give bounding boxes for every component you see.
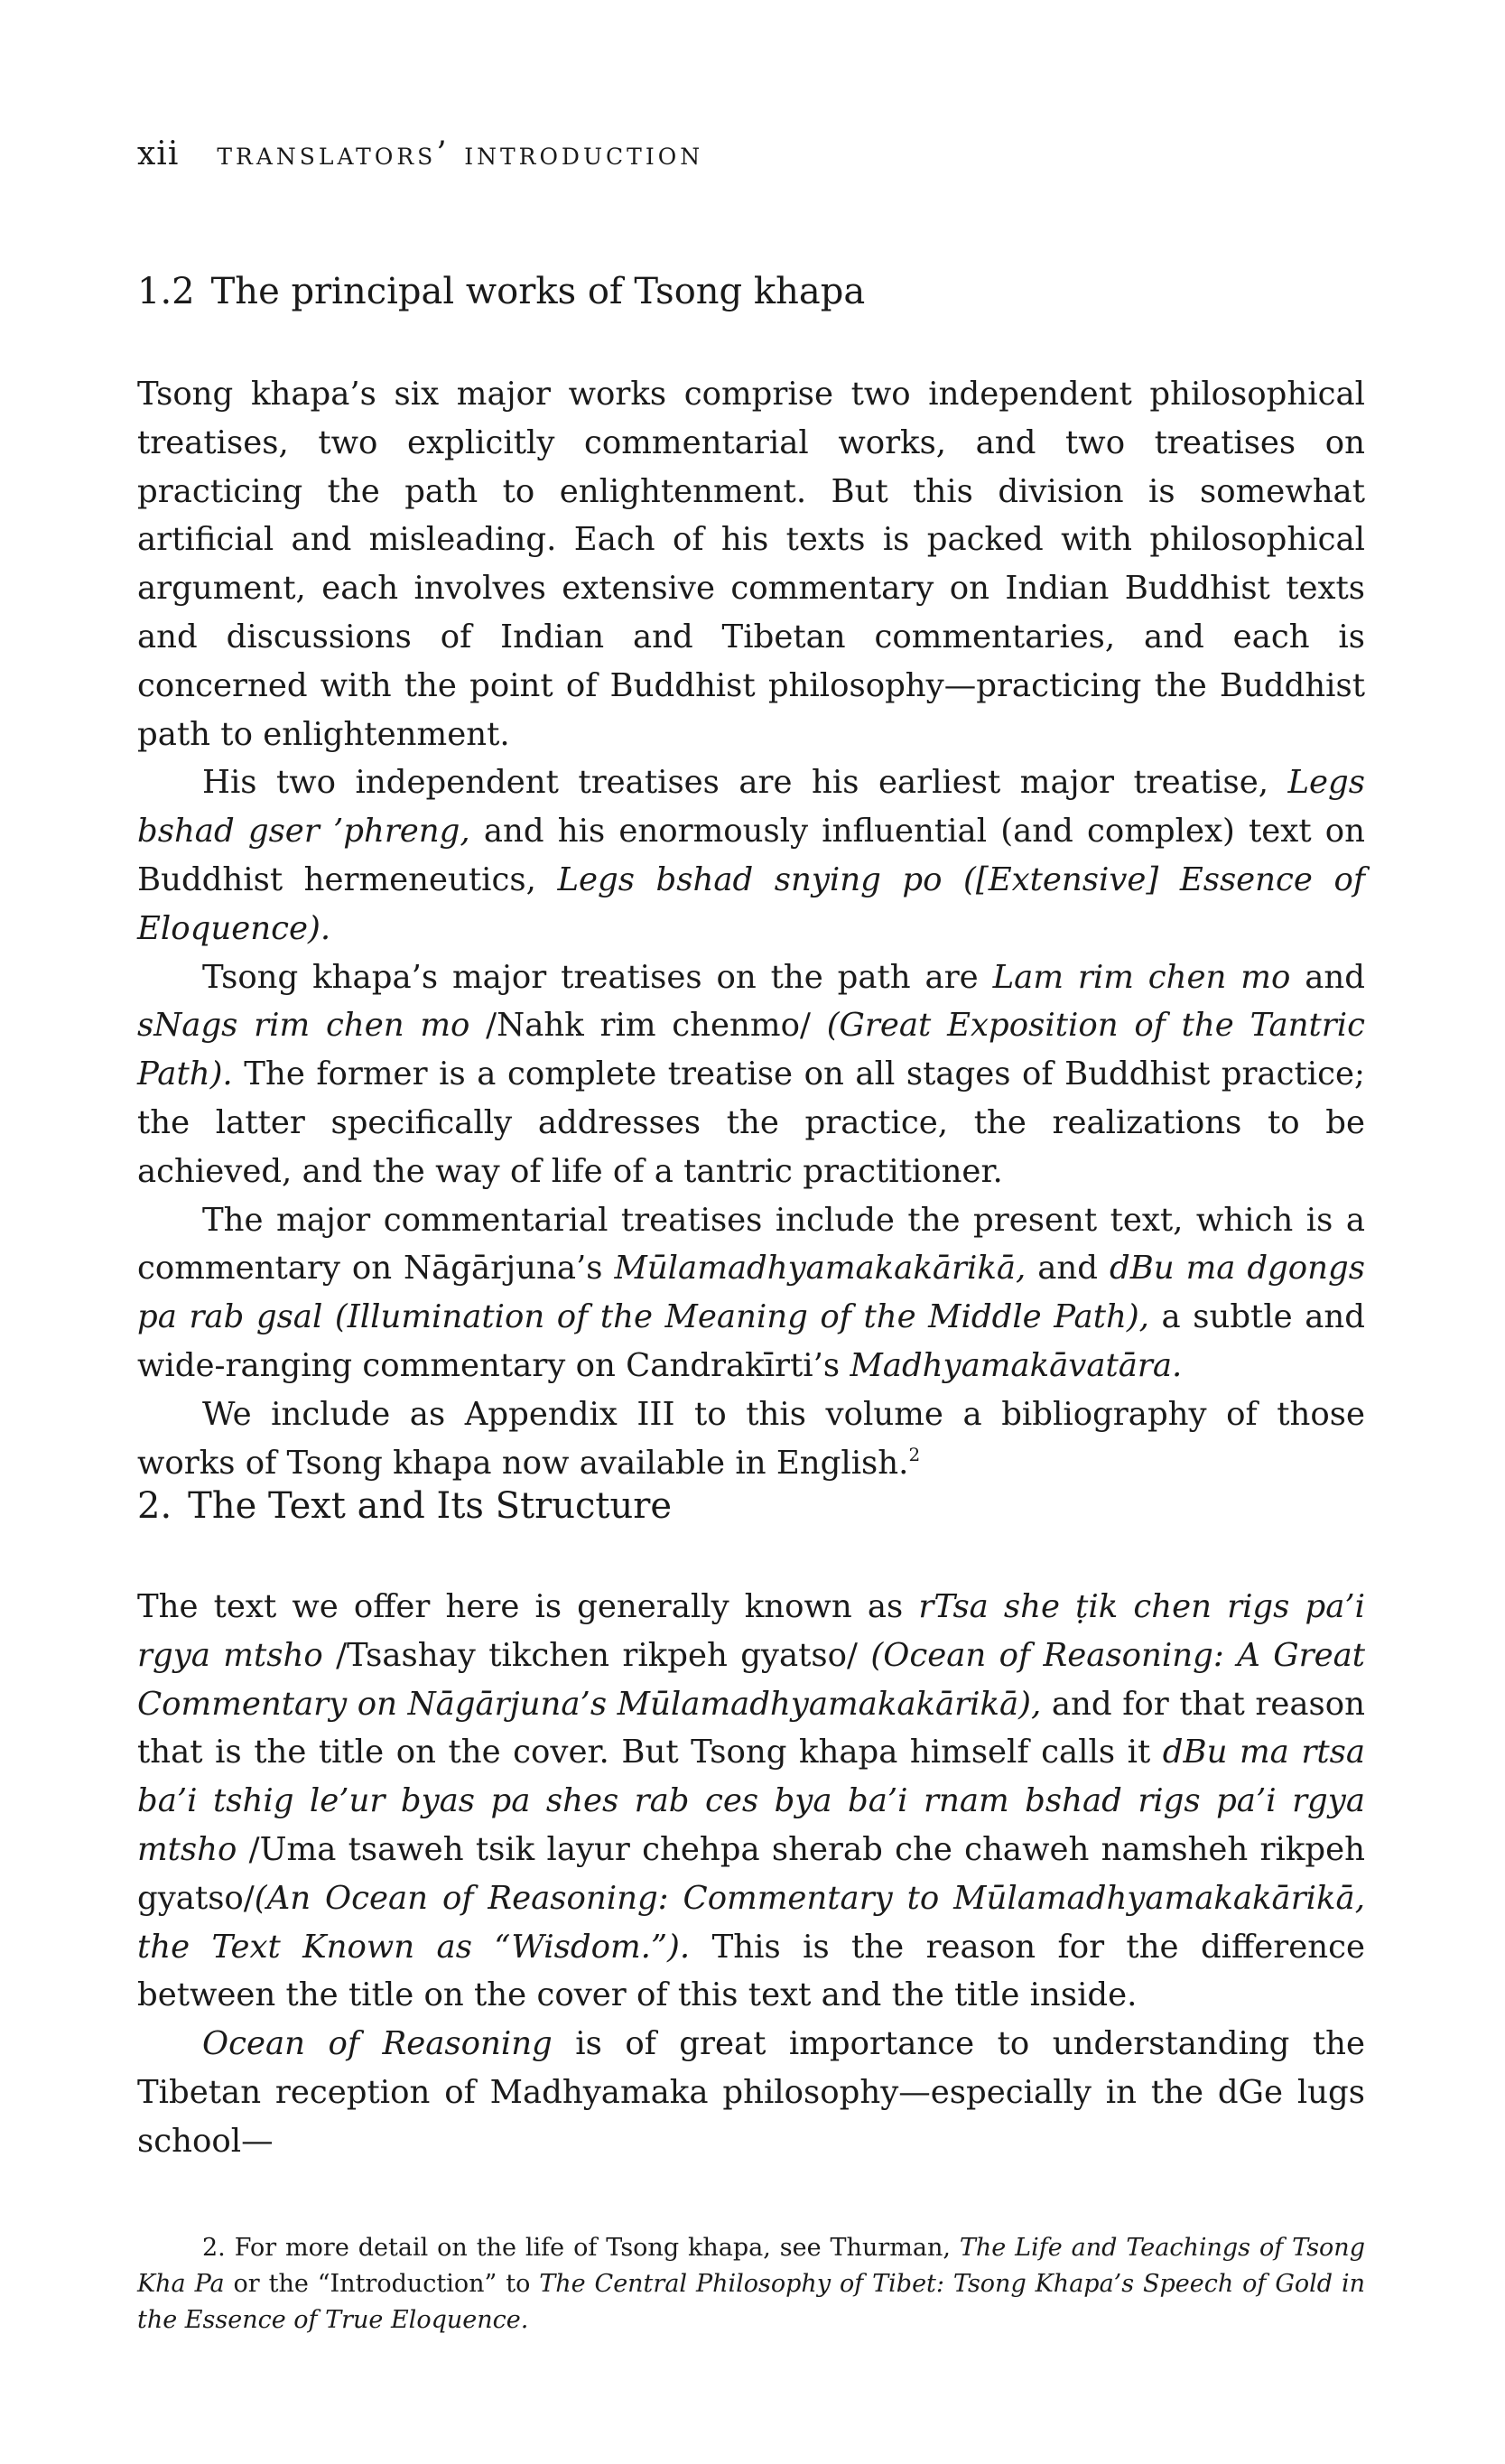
text-run: or the “Introduction” to — [224, 2270, 540, 2298]
text-run: This is the reason for the difference between the title on the cover of this text and the title inside. — [137, 1928, 1365, 2014]
paragraph — [137, 1390, 1365, 1488]
work-title: The Life and Teachings of Tsong Kha Pa — [137, 2234, 1365, 2298]
footnote-text — [137, 2230, 1365, 2338]
text-run: is of great importance to understanding the Tibetan reception of Madhyamaka philosophy—especially in the dGe lugs school— — [137, 2025, 1365, 2160]
paragraph — [137, 370, 1365, 758]
text-run: /Nahk rim chenmo/ — [469, 1007, 827, 1045]
section-number: 1.2 — [137, 271, 195, 312]
section-2-body — [137, 1583, 1365, 2166]
footnote — [137, 2230, 1365, 2338]
work-title: Mūlamadhyamakakārikā, — [614, 1250, 1027, 1288]
section-number: 2. — [137, 1485, 172, 1527]
running-head-title: translators’ introduction — [217, 135, 704, 172]
text-run: 2. For more detail on the life of Tsong khapa, see Thurman, — [202, 2234, 960, 2262]
text-run: We include as Appendix III to this volume a bibliography of those works of Tsong khapa now available in English. — [137, 1395, 1365, 1482]
text-run: and for that reason that is the title on the cover. But Tsong khapa himself calls it — [137, 1685, 1365, 1771]
paragraph — [137, 2020, 1365, 2165]
paragraph-text: Tsong khapa’s six major works comprise two independent philosophical treatises, two explicitly commentarial works, and two treatises on practicing the path to enlightenment. But this division is somewhat artificial and misleading. Each of his texts is packed with philosophical argument, each involves extensive commentary on Indian Buddhist texts and discussions of Indian and Tibetan commentaries, and each is concerned with the point of Buddhist philosophy—practicing the Buddhist path to enlightenment. — [137, 376, 1365, 753]
running-head — [137, 135, 703, 172]
section-heading-2 — [137, 1485, 672, 1527]
work-title: Legs bshad gser ’phreng, — [137, 764, 1365, 851]
work-title: (Ocean of Reasoning: A Great Commentary on Nāgārjuna’s Mūlamadhyamakakārikā), — [137, 1636, 1366, 1723]
work-title: (Great Exposition of the Tantric Path). — [137, 1007, 1365, 1093]
paragraph — [137, 758, 1365, 953]
work-title: dBu ma dgongs pa rab gsal (Illumination of the Meaning of the Middle Path), — [137, 1250, 1365, 1336]
text-run: His two independent treatises are his earliest major treatise, — [202, 764, 1288, 802]
work-title: (An Ocean of Reasoning: Commentary to Mūlamadhyamakakārikā, the Text Known as “Wisdom.”). — [137, 1879, 1365, 1966]
text-run: and his enormously influential (and complex) text on Buddhist hermeneutics, — [137, 813, 1365, 898]
work-title: dBu ma rtsa ba’i tshig le’ur byas pa shes rab ces bya ba’i rnam bshad rigs pa’i rgya mtsho — [137, 1734, 1365, 1868]
work-title: The Central Philosophy of Tibet: Tsong Khapa’s Speech of Gold in the Essence of True Eloquence. — [137, 2270, 1365, 2334]
text-run: /Tsashay tikchen rikpeh gyatso/ — [322, 1636, 871, 1674]
text-run: The text we offer here is generally known as — [137, 1588, 919, 1625]
work-title: Lam rim chen mo — [992, 958, 1291, 996]
text-run: The major commentarial treatises include the present text, which is a commentary on Nāgārjuna’s — [137, 1201, 1365, 1288]
paragraph — [137, 1196, 1365, 1390]
work-title: Legs bshad snying po ([Extensive] Essence of Eloquence). — [137, 860, 1365, 947]
work-title: sNags rim chen mo — [137, 1007, 470, 1045]
text-run: Tsong khapa’s major treatises on the path are — [202, 958, 993, 996]
text-run: a subtle and wide-ranging commentary on Candrakīrti’s — [137, 1298, 1365, 1384]
page-number: xii — [137, 135, 180, 172]
paragraph — [137, 1583, 1365, 2020]
work-title: Ocean of Reasoning — [202, 2025, 553, 2063]
section-heading-1-2 — [137, 271, 865, 312]
work-title: rTsa she ṭik chen rigs pa’i rgya mtsho — [137, 1588, 1365, 1674]
section-title: The principal works of Tsong khapa — [210, 271, 866, 312]
footnote-marker[interactable]: 2 — [908, 1443, 921, 1465]
paragraph — [137, 953, 1365, 1196]
work-title: Madhyamakāvatāra. — [850, 1346, 1183, 1384]
section-1-2-body — [137, 370, 1365, 1487]
text-run: /Uma tsaweh tsik layur chehpa sherab che chaweh namsheh rikpeh gyatso/ — [137, 1830, 1365, 1917]
section-title: The Text and Its Structure — [188, 1485, 673, 1527]
text-run: and — [1290, 958, 1365, 996]
text-run: The former is a complete treatise on all stages of Buddhist practice; the latter specifically addresses the practice, the realizations to be achieved, and the way of life of a tantric practitioner. — [137, 1055, 1365, 1190]
text-run: and — [1026, 1250, 1110, 1288]
